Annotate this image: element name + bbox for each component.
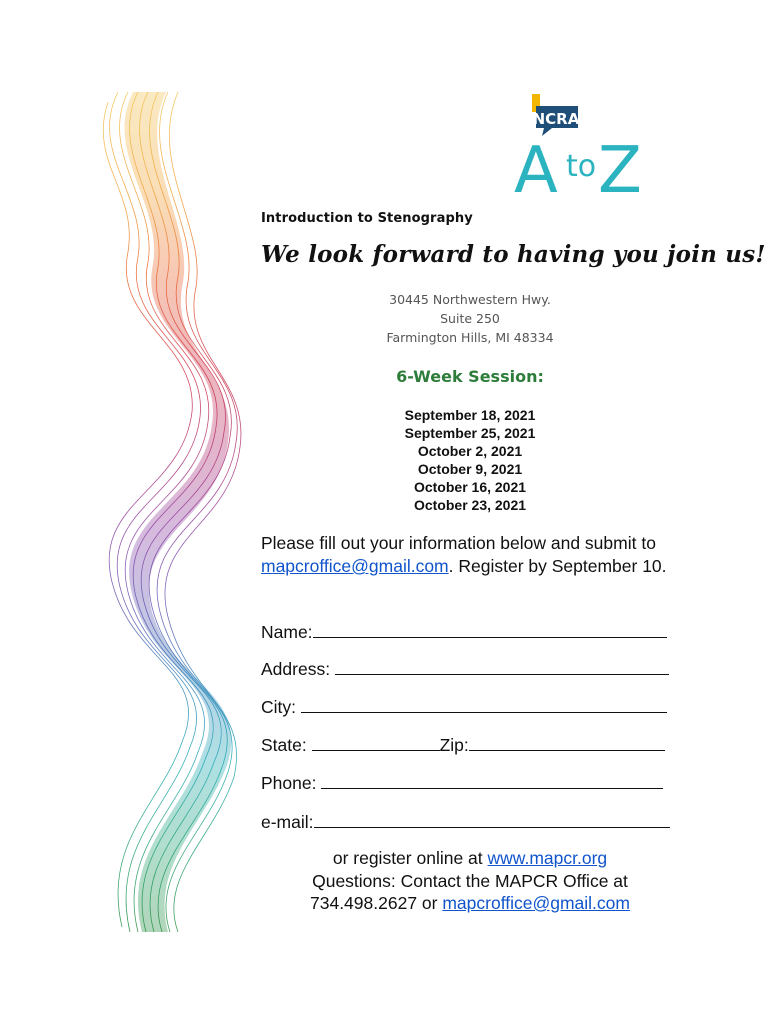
session-date: October 23, 2021	[413, 497, 527, 513]
session-date: September 25, 2021	[404, 425, 536, 441]
phone-field-row	[261, 771, 663, 794]
name-input-line[interactable]	[313, 620, 667, 638]
logo-ncra-text: NCRA	[532, 110, 580, 128]
instructions-text: Please fill out your information below and submit to	[261, 533, 656, 553]
logo-word-to: to	[566, 149, 597, 184]
submission-instructions	[261, 532, 731, 578]
state-zip-field-row	[261, 733, 665, 756]
footer-email-link[interactable]: mapcroffice@gmail.com	[442, 893, 630, 913]
questions-text: Questions: Contact the MAPCR Office at	[312, 870, 628, 891]
office-phone: 734.498.2627 or	[310, 893, 443, 913]
name-label: Name:	[261, 622, 313, 642]
session-date: October 9, 2021	[417, 461, 523, 477]
state-label: State:	[261, 735, 312, 755]
website-link[interactable]: www.mapcr.org	[487, 848, 608, 868]
logo-letter-a: A	[514, 134, 558, 196]
address-label: Address:	[261, 659, 335, 679]
instructions-deadline: . Register by September 10.	[448, 556, 667, 576]
session-dates	[340, 406, 600, 514]
session-date: October 2, 2021	[417, 443, 523, 459]
email-input-line[interactable]	[314, 810, 670, 828]
address-line-1: 30445 Northwestern Hwy.	[389, 292, 551, 307]
city-input-line[interactable]	[301, 695, 667, 713]
session-title: 6-Week Session:	[396, 367, 544, 386]
city-field-row	[261, 695, 667, 718]
address-line-2: Suite 250	[440, 311, 500, 326]
zip-label: Zip:	[439, 735, 469, 755]
email-field-row	[261, 810, 670, 833]
address-input-line[interactable]	[335, 657, 669, 675]
name-field-row	[261, 620, 667, 643]
session-date: September 18, 2021	[404, 407, 536, 423]
address-line-3: Farmington Hills, MI 48334	[386, 330, 554, 345]
email-label: e-mail:	[261, 812, 314, 832]
welcome-tagline: We look forward to having you join us!	[261, 241, 766, 268]
course-title: Introduction to Stenography	[261, 211, 473, 226]
decorative-ribbon-graphic	[88, 92, 250, 932]
register-online-text: or register online at	[332, 848, 488, 868]
instructions-email-link[interactable]: mapcroffice@gmail.com	[261, 556, 449, 576]
phone-input-line[interactable]	[321, 771, 663, 789]
address-field-row	[261, 657, 669, 680]
contact-footer	[261, 847, 679, 915]
city-label: City:	[261, 697, 301, 717]
logo-letter-z: Z	[598, 134, 642, 196]
session-date: October 16, 2021	[413, 479, 527, 495]
address-block	[340, 290, 600, 347]
state-input-line[interactable]	[312, 733, 440, 751]
zip-input-line[interactable]	[469, 733, 665, 751]
phone-label: Phone:	[261, 773, 322, 793]
ncra-a-to-z-logo	[512, 94, 652, 196]
